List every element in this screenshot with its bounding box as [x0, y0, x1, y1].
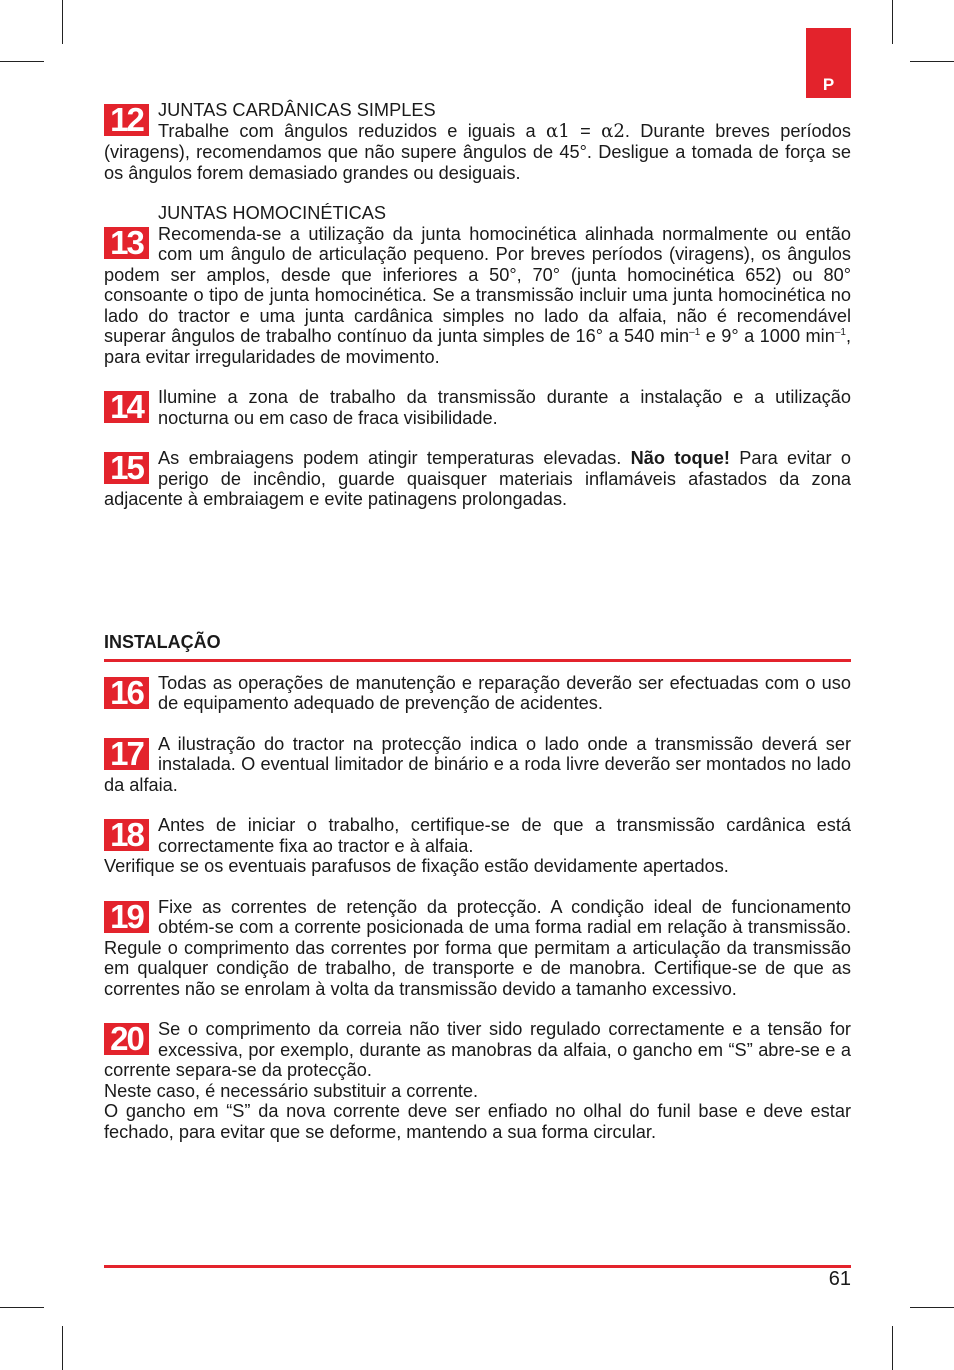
section-number: 13	[104, 227, 149, 259]
section-title: JUNTAS CARDÂNICAS SIMPLES	[158, 100, 436, 120]
section-text: Fixe as correntes de retenção da protecção. A condição ideal de funcionamento obtém-se com a corrente posicionada de uma forma radial em relação à transmissão. Regule o comprimento das correntes por forma que permitam a articulação da transmissão em qualquer condição de trabalho, de transporte e de manobra. Certifique-se de que as correntes não se enrolam à volta da transmissão devido a tamanho excessivo.	[104, 896, 851, 999]
crop-mark	[892, 0, 893, 44]
section-13	[104, 203, 851, 367]
section-18	[104, 815, 851, 877]
section-text: Ilumine a zona de trabalho da transmissão durante a instalação e a utilização nocturna ou em caso de fraca visibilidade.	[158, 387, 851, 428]
crop-mark	[0, 1307, 44, 1308]
section-number: 17	[104, 738, 149, 770]
crop-mark	[0, 61, 44, 62]
section-number: 15	[104, 452, 149, 484]
section-19	[104, 897, 851, 1000]
section-text: As embraiagens podem atingir temperaturas elevadas. Não toque! Para evitar o perigo de incêndio, guarde quaisquer materiais inflamáveis afastados da zona adjacente à embraiagem e evite patinagens prolongadas.	[104, 448, 851, 509]
section-12	[104, 100, 851, 183]
installation-heading: INSTALAÇÃO	[104, 631, 221, 652]
section-text: JUNTAS HOMOCINÉTICAS Recomenda-se a utilização da junta homocinética alinhada normalmente ou então com um ângulo de articulação pequeno. Por breves períodos (viragens), os ângulos podem ser amplos, desde que inferiores a 50°, 70° (junta homocinética 652) ou 80° consoante o tipo de junta homocinética. Se a transmissão incluir uma junta homocinética no lado do tractor e uma junta cardânica simples no lado da alfaia, não é recomendável superar ângulos de trabalho contínuo da junta simples de 16° a 540 $\min^{-1} e$ 9° a 1000 $\min^{-1}$, para evitar irregularidades de movimento.	[104, 203, 852, 367]
section-number: 20	[104, 1023, 149, 1055]
section-15	[104, 448, 851, 510]
section-number: 14	[104, 391, 149, 423]
crop-mark	[62, 1326, 63, 1370]
section-number: 18	[104, 819, 149, 851]
footer-rule	[104, 1265, 851, 1268]
section-16	[104, 673, 851, 714]
section-text: A ilustração do tractor na protecção indica o lado onde a transmissão deverá ser instalada. O eventual limitador de binário e a roda livre deverão ser montados no lado da alfaia.	[104, 733, 851, 795]
language-tab: P	[806, 28, 851, 98]
section-text: Todas as operações de manutenção e reparação deverão ser efectuadas com o uso de equipamento adequado de prevenção de acidentes.	[158, 672, 851, 713]
crop-mark	[892, 1326, 893, 1370]
section-text: Se o comprimento da correia não tiver sido regulado correctamente e a tensão for excessiva, por exemplo, durante as manobras da alfaia, o gancho em “S” abre-se e a corrente separa-se da protecção. Neste caso, é necessário substituir a corrente. O gancho em “S” da nova corrente deve ser enfiado no olhal do funil base e deve estar fechado, para evitar que se deforme, mantendo a sua forma circular.	[104, 1019, 851, 1142]
section-text: Antes de iniciar o trabalho, certifique-se de que a transmissão cardânica está correctamente fixa ao tractor e à alfaia. Verifique se os eventuais parafusos de fixação estão devidamente apertados.	[104, 815, 851, 876]
crop-mark	[62, 0, 63, 44]
section-number: 16	[104, 677, 149, 709]
page-content	[104, 100, 851, 1142]
section-number: 19	[104, 901, 149, 933]
section-number: 12	[104, 104, 149, 136]
warning-text: Não toque!	[630, 448, 730, 468]
crop-mark	[910, 1307, 954, 1308]
section-20	[104, 1019, 851, 1142]
section-17	[104, 734, 851, 796]
section-title: JUNTAS HOMOCINÉTICAS	[158, 203, 387, 223]
section-text: JUNTAS CARDÂNICAS SIMPLES Trabalhe com ângulos reduzidos e iguais a α1 = α2. Durante breves períodos (viragens), recomendamos que não supere ângulos de 45°. Desligue a tomada de força se os ângulos forem demasiado grandes ou desiguais.	[104, 100, 851, 183]
crop-mark	[910, 61, 954, 62]
section-14	[104, 387, 851, 428]
page-number: 61	[828, 1268, 851, 1290]
